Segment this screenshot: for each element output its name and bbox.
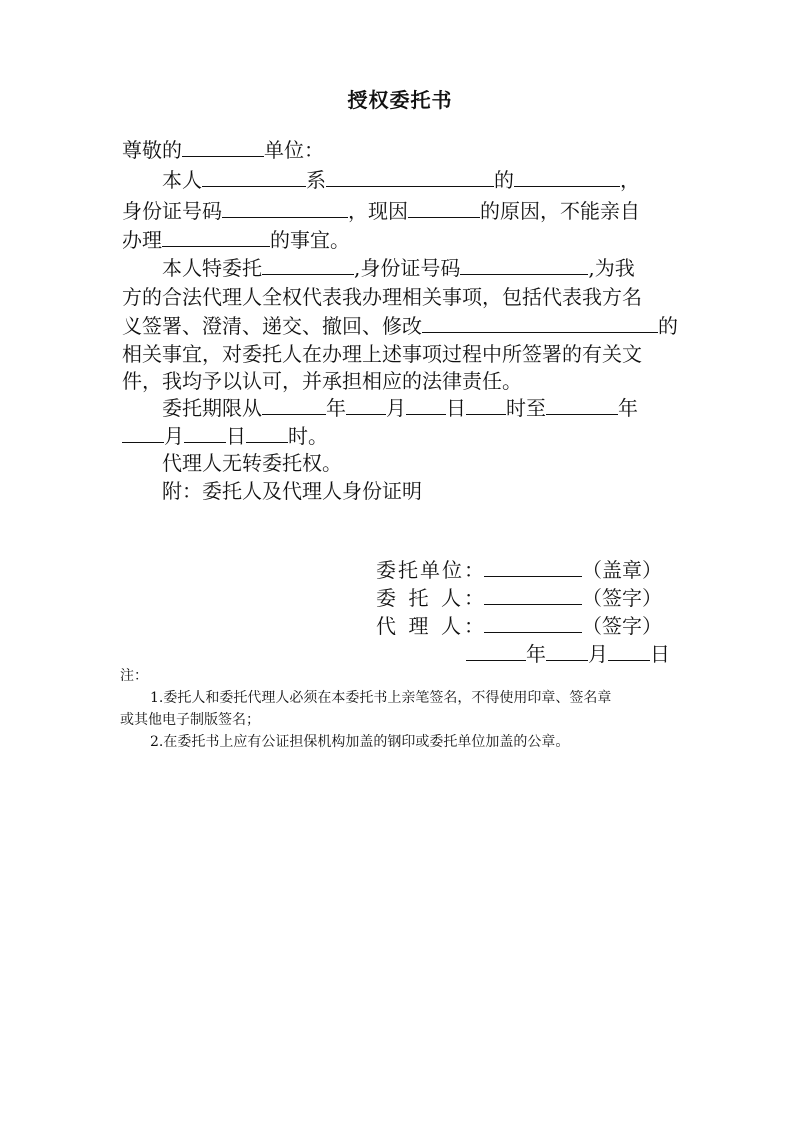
text-shiyi: 的事宜。 xyxy=(270,228,350,252)
signature-unit-row xyxy=(376,556,662,584)
text-hour-end: 时。 xyxy=(288,424,328,448)
blank-start-month[interactable] xyxy=(346,394,386,415)
blank-unit-seal[interactable] xyxy=(484,556,582,577)
document-title: 授权委托书 xyxy=(347,88,453,112)
blank-end-year[interactable] xyxy=(546,394,618,415)
blank-principal-name[interactable] xyxy=(202,166,306,187)
text-banli: 办理 xyxy=(122,228,162,252)
blank-agent-name[interactable] xyxy=(262,254,354,275)
blank-end-month[interactable] xyxy=(122,422,164,443)
blank-start-year[interactable] xyxy=(262,394,326,415)
text-hour-to: 时至 xyxy=(506,396,546,420)
salutation-line xyxy=(122,136,324,164)
text-de: 的 xyxy=(494,168,514,192)
sign-year-text: 年 xyxy=(526,642,546,666)
notes-heading: 注： xyxy=(120,668,148,684)
blank-start-hour[interactable] xyxy=(466,394,506,415)
blank-sign-month[interactable] xyxy=(546,640,588,661)
blank-principal-id[interactable] xyxy=(222,197,348,218)
text-comma: ， xyxy=(620,168,640,192)
blank-sign-year[interactable] xyxy=(466,640,526,661)
entrust-line-5: 件，我均予以认可，并承担相应的法律责任。 xyxy=(122,369,522,393)
blank-documents[interactable] xyxy=(422,312,658,333)
principal-label: 委 托 人： xyxy=(376,586,484,610)
blank-position[interactable] xyxy=(514,166,620,187)
text-year-2: 年 xyxy=(618,396,638,420)
sign-month-text: 月 xyxy=(588,642,608,666)
blank-end-hour[interactable] xyxy=(246,422,288,443)
note-1-line-1: 1.委托人和委托代理人必须在本委托书上亲笔签名，不得使用印章、签名章 xyxy=(150,690,612,706)
term-line-1 xyxy=(162,394,638,422)
signature-date-row xyxy=(466,640,670,668)
blank-agent-signature[interactable] xyxy=(484,612,582,633)
blank-reason[interactable] xyxy=(408,197,480,218)
blank-end-day[interactable] xyxy=(184,422,226,443)
text-month-2: 月 xyxy=(164,424,184,448)
entrust-line-3 xyxy=(122,312,678,340)
entrust-line-1 xyxy=(162,254,635,282)
blank-matter[interactable] xyxy=(162,226,270,247)
text-xianyin: ，现因 xyxy=(348,199,408,223)
text-term-from: 委托期限从 xyxy=(162,396,262,420)
agent-sign-note: （签字） xyxy=(582,614,662,638)
seal-note: （盖章） xyxy=(582,558,662,582)
blank-principal-signature[interactable] xyxy=(484,584,582,605)
text-day-2: 日 xyxy=(226,424,246,448)
entrust-line-4: 相关事宜，对委托人在办理上述事项过程中所签署的有关文 xyxy=(122,342,642,366)
salutation-end: 单位： xyxy=(264,138,324,162)
text-tewetuo: 本人特委托 xyxy=(162,256,262,280)
no-sub-delegation: 代理人无转委托权。 xyxy=(162,451,342,475)
entrust-line-2: 方的合法代理人全权代表我办理相关事项，包括代表我方名 xyxy=(122,285,642,309)
statement-line-1 xyxy=(162,166,640,194)
salutation-start: 尊敬的 xyxy=(122,138,182,162)
text-year: 年 xyxy=(326,396,346,420)
text-xi: 系 xyxy=(306,168,326,192)
blank-sign-day[interactable] xyxy=(608,640,650,661)
blank-agent-id[interactable] xyxy=(460,254,588,275)
statement-line-3 xyxy=(122,226,350,254)
principal-sign-note: （签字） xyxy=(582,586,662,610)
text-reason-tail: 的原因，不能亲自 xyxy=(480,199,640,223)
text-sign-actions: 义签署、澄清、递交、撤回、修改 xyxy=(122,314,422,338)
signature-agent-row xyxy=(376,612,662,640)
signature-principal-row xyxy=(376,584,662,612)
attachment-line: 附：委托人及代理人身份证明 xyxy=(162,479,422,503)
note-2: 2.在委托书上应有公证担保机构加盖的钢印或委托单位加盖的公章。 xyxy=(150,734,570,750)
blank-unit-name[interactable] xyxy=(182,136,264,157)
text-weiwo: ,为我 xyxy=(588,256,635,280)
note-1-line-2: 或其他电子制版签名； xyxy=(120,712,260,728)
term-line-2 xyxy=(122,422,328,450)
text-day: 日 xyxy=(446,396,466,420)
statement-line-2 xyxy=(122,197,640,225)
agent-label: 代 理 人： xyxy=(376,614,484,638)
sign-day-text: 日 xyxy=(650,642,670,666)
text-id-number: 身份证号码 xyxy=(122,199,222,223)
text-agent-id: ,身份证号码 xyxy=(354,256,461,280)
unit-label: 委托单位： xyxy=(376,558,484,582)
blank-organization[interactable] xyxy=(326,166,494,187)
text-de-2: 的 xyxy=(658,314,678,338)
text-month: 月 xyxy=(386,396,406,420)
text-benren: 本人 xyxy=(162,168,202,192)
blank-start-day[interactable] xyxy=(406,394,446,415)
